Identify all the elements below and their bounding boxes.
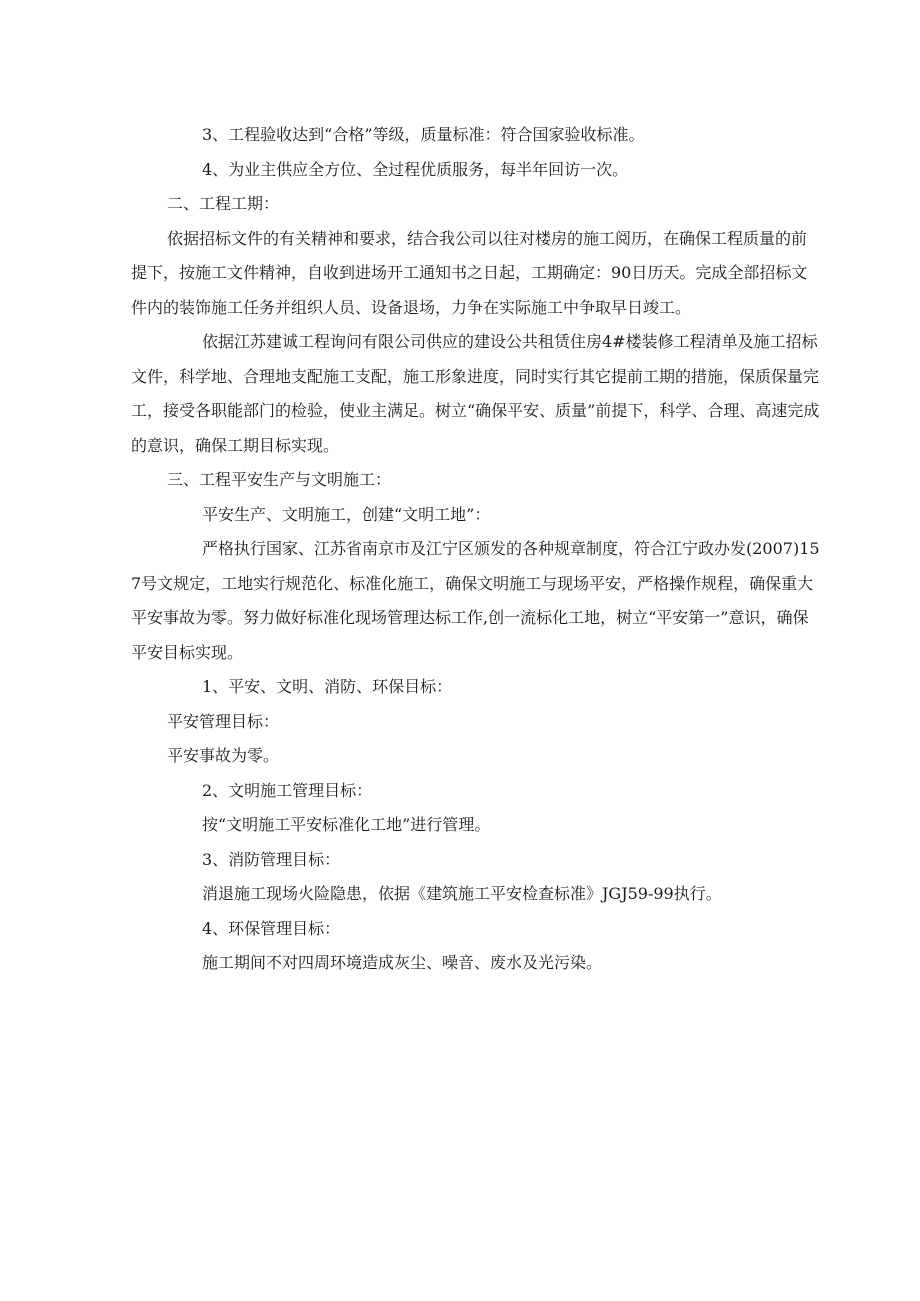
safety-subheading: 平安生产、文明施工，创建“文明工地”：	[202, 504, 491, 524]
fire-control-target-value: 消退施工现场火险隐患，依据《建筑施工平安检查标准》JGJ59-99执行。	[202, 884, 722, 903]
safety-management-target-value: 平安事故为零。	[167, 746, 280, 765]
environmental-target-value: 施工期间不对四周环境造成灰尘、噪音、废水及光污染。	[202, 953, 603, 972]
schedule-paragraph: 依据招标文件的有关精神和要求，结合我公司以往对楼房的施工阅历，在确保工程质量的前提下，按施工文件精神，自收到进场开工通知书之日起，工期确定：90日历天。完成全部招标文件内的装饰施工任务并组织人员、设备退场，力争在实际施工中争取早日竣工。	[131, 228, 808, 317]
section-heading-schedule: 二、工程工期：	[167, 194, 280, 213]
fire-control-target-label: 3、消防管理目标：	[202, 849, 341, 869]
targets-heading: 1、平安、文明、消防、环保目标：	[202, 677, 453, 696]
safety-regulations-paragraph: 严格执行国家、江苏省南京市及江宁区颁发的各种规章制度，符合江宁政办发(2007)157号文规定，工地实行规范化、标准化施工，确保文明施工与现场平安，严格操作规程，确保重大平安事故为零。努力做好标准化现场管理达标工作,创一流标化工地，树立“平安第一”意识，确保平安目标实现。	[131, 539, 820, 662]
safety-management-target-label: 平安管理目标：	[167, 711, 280, 731]
civilized-construction-target-value: 按“文明施工平安标准化工地”进行管理。	[202, 815, 491, 834]
section-heading-safety: 三、工程平安生产与文明施工：	[167, 470, 392, 489]
schedule-measures-paragraph: 依据江苏建诚工程询问有限公司供应的建设公共租赁住房4#楼装修工程清单及施工招标文件，科学地、合理地支配施工支配，施工形象进度，同时实行其它提前工期的措施，保质保量完工，接受各职能部门的检验，使业主满足。树立“确保平安、质量”前提下，科学、合理、高速完成的意识，确保工期目标实现。	[131, 332, 820, 455]
document-body	[131, 118, 821, 981]
civilized-construction-target-label: 2、文明施工管理目标：	[202, 780, 373, 800]
service-goal-item: 4、为业主供应全方位、全过程优质服务，每半年回访一次。	[202, 159, 629, 179]
acceptance-goal-item: 3、工程验收达到“合格”等级，质量标准：符合国家验收标准。	[202, 125, 645, 144]
environmental-target-label: 4、环保管理目标：	[202, 918, 341, 938]
